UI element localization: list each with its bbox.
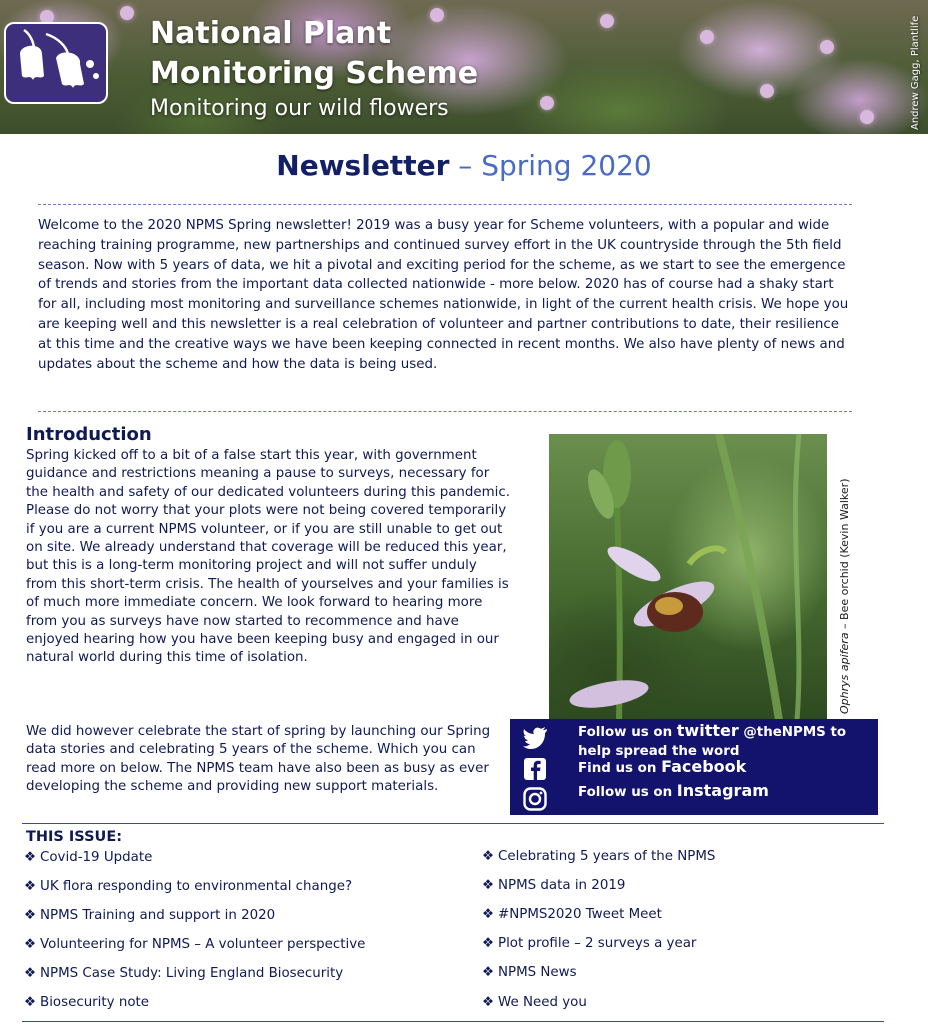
facebook-text[interactable] <box>578 757 874 778</box>
flower-decoration <box>820 40 834 54</box>
divider <box>38 411 852 412</box>
instagram-text-brand: Instagram <box>676 781 769 800</box>
bullet-icon: ❖ <box>482 965 495 980</box>
issue-item[interactable] <box>24 936 365 954</box>
bluebell-logo-icon <box>4 22 108 104</box>
facebook-text-pre: Find us on <box>578 761 662 776</box>
instagram-icon[interactable] <box>522 787 548 811</box>
introduction-paragraph-1: Spring kicked off to a bit of a false start this year, with government guidance and restrictions meaning a pause to surveys, necessary for the health and safety of our dedicated volunteers during this pandemic. Please do not worry that your plots were not being covered temporarily if you are a current NPMS volunteer, or if you are still unable to get out on site. We already understand that coverage will be reduced this year, but this is a long-term monitoring project and will not suffer unduly from this short-term crisis. The health of yourselves and your families is of much more immediate concern. We look forward to hearing more from you as surveys have now started to recommence and have enjoyed hearing how you have been keeping busy and engaged in our natural world during this time of isolation. <box>26 448 511 666</box>
scheme-title-line1: National Plant <box>150 16 392 51</box>
issue-item[interactable] <box>482 964 577 982</box>
newsletter-title-word: Newsletter <box>276 149 450 182</box>
issue-item-label: NPMS News <box>498 965 577 980</box>
scheme-subtitle: Monitoring our wild flowers <box>150 96 449 121</box>
bullet-icon: ❖ <box>482 878 495 893</box>
issue-item-label: Covid-19 Update <box>40 850 153 865</box>
bee-orchid-photo <box>549 434 827 720</box>
issue-item[interactable] <box>482 994 587 1012</box>
instagram-text-pre: Follow us on <box>578 785 677 800</box>
issue-item-label: Biosecurity note <box>40 995 150 1010</box>
issue-item[interactable] <box>24 878 352 896</box>
header-banner <box>0 0 928 134</box>
issue-item-label: Volunteering for NPMS – A volunteer perspective <box>40 937 366 952</box>
issue-item-label: NPMS data in 2019 <box>498 878 626 893</box>
bullet-icon: ❖ <box>24 850 37 865</box>
issue-bottom-rule <box>22 1021 884 1022</box>
flower-decoration <box>120 6 134 20</box>
facebook-text-brand: Facebook <box>661 757 747 776</box>
issue-item[interactable] <box>482 935 696 953</box>
issue-item-label: We Need you <box>498 995 587 1010</box>
photo-credit: Andrew Gagg, Plantlife <box>910 15 921 130</box>
bullet-icon: ❖ <box>482 995 495 1010</box>
newsletter-title <box>0 146 928 186</box>
flower-decoration <box>760 84 774 98</box>
issue-item[interactable] <box>24 907 275 925</box>
photo-caption-common: – Bee orchid (Kevin Walker) <box>838 478 851 633</box>
scheme-title-line2: Monitoring Scheme <box>150 56 479 91</box>
photo-caption-species: Ophrys apifera <box>838 632 851 714</box>
flower-decoration <box>600 14 614 28</box>
twitter-text-post: @theNPMS to help spread the word <box>578 725 847 759</box>
issue-item-label: Plot profile – 2 surveys a year <box>498 936 697 951</box>
instagram-text[interactable] <box>578 781 874 802</box>
scheme-title <box>150 14 478 94</box>
issue-item[interactable] <box>24 849 152 867</box>
introduction-heading: Introduction <box>26 424 152 445</box>
this-issue-heading: THIS ISSUE: <box>26 829 123 845</box>
bullet-icon: ❖ <box>24 937 37 952</box>
introduction-paragraph-2: We did however celebrate the start of spring by launching our Spring data stories and celebrating 5 years of the scheme. Which you can read more on below. The NPMS team have also been as busy as ever developing the scheme and providing new support materials. <box>26 724 491 795</box>
flower-decoration <box>700 30 714 44</box>
issue-top-rule <box>22 823 884 824</box>
issue-item-label: UK flora responding to environmental change? <box>40 879 353 894</box>
flower-decoration <box>860 110 874 124</box>
facebook-icon[interactable] <box>522 757 548 781</box>
newsletter-title-season: – Spring 2020 <box>449 149 652 182</box>
issue-item-label: NPMS Training and support in 2020 <box>40 908 276 923</box>
social-links-box <box>510 719 878 815</box>
bullet-icon: ❖ <box>24 966 37 981</box>
issue-item[interactable] <box>24 994 149 1012</box>
bullet-icon: ❖ <box>482 936 495 951</box>
twitter-text-pre: Follow us on <box>578 725 677 740</box>
twitter-icon[interactable] <box>522 725 548 749</box>
bullet-icon: ❖ <box>24 995 37 1010</box>
issue-item-label: Celebrating 5 years of the NPMS <box>498 849 716 864</box>
issue-item[interactable] <box>482 906 662 924</box>
twitter-text[interactable] <box>578 721 874 761</box>
issue-item[interactable] <box>24 965 343 983</box>
bullet-icon: ❖ <box>482 849 495 864</box>
issue-item[interactable] <box>482 877 625 895</box>
bullet-icon: ❖ <box>482 907 495 922</box>
issue-item-label: NPMS Case Study: Living England Biosecurity <box>40 966 344 981</box>
issue-item[interactable] <box>482 848 715 866</box>
welcome-paragraph: Welcome to the 2020 NPMS Spring newsletter! 2019 was a busy year for Scheme volunteers, with a popular and wide reaching training programme, new partnerships and continued survey effort in the UK countryside through the 5th field season. Now with 5 years of data, we hit a pivotal and exciting period for the scheme, as we start to see the emergence of trends and stories from the important data collected nationwide - more below. 2020 has of course had a shaky start for all, including most monitoring and surveillance schemes nationwide, in light of the current health crisis. We hope you are keeping well and this newsletter is a real celebration of volunteer and partner contributions to date, their resilience at this time and the creative ways we have been keeping connected in recent months. We also have plenty of news and updates about the scheme and how the data is being used. <box>38 218 849 372</box>
photo-caption <box>838 470 856 714</box>
bullet-icon: ❖ <box>24 908 37 923</box>
flower-decoration <box>540 96 554 110</box>
bullet-icon: ❖ <box>24 879 37 894</box>
divider <box>38 204 852 205</box>
twitter-text-brand: twitter <box>676 721 739 740</box>
issue-item-label: #NPMS2020 Tweet Meet <box>498 907 662 922</box>
